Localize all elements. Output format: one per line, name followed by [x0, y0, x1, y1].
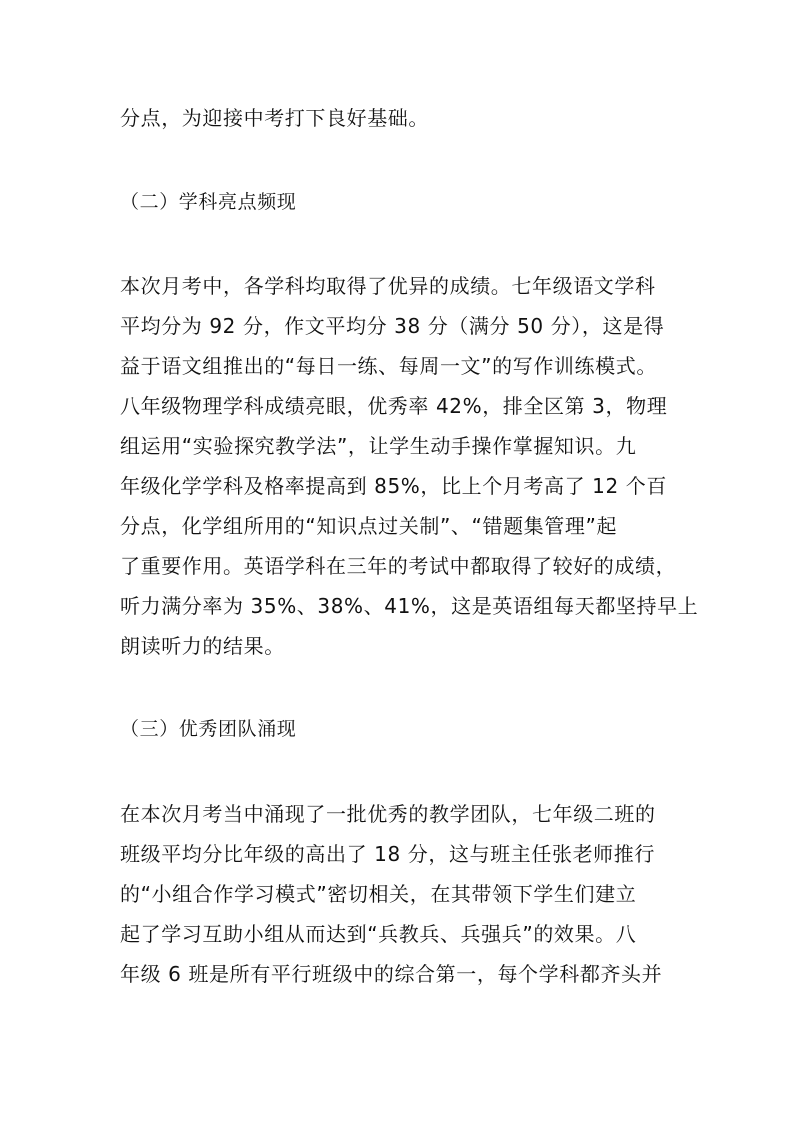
section-heading-3: （三）优秀团队涌现	[120, 718, 297, 740]
paragraph-line: 分点，为迎接中考打下良好基础。	[120, 106, 429, 130]
paragraph-line: 的“小组合作学习模式”密切相关，在其带领下学生们建立	[120, 882, 637, 906]
paragraph-line: 年级 6 班是所有平行班级中的综合第一，每个学科都齐头并	[120, 962, 663, 986]
paragraph-line: 分点，化学组所用的“知识点过关制”、“错题集管理”起	[120, 514, 618, 538]
paragraph-line: 了重要作用。英语学科在三年的考试中都取得了较好的成绩，	[120, 554, 677, 578]
paragraph-line: 平均分为 92 分，作文平均分 38 分（满分 50 分），这是得	[120, 314, 665, 338]
paragraph-line: 组运用“实验探究教学法”，让学生动手操作掌握知识。九	[120, 434, 637, 458]
section-heading-2: （二）学科亮点频现	[120, 191, 297, 213]
paragraph-line: 年级化学学科及格率提高到 85%，比上个月考高了 12 个百	[120, 474, 667, 498]
paragraph-line: 朗读听力的结果。	[120, 634, 285, 658]
paragraph-line: 在本次月考当中涌现了一批优秀的教学团队，七年级二班的	[120, 802, 656, 826]
paragraph-line: 起了学习互助小组从而达到“兵教兵、兵强兵”的效果。八	[120, 922, 637, 946]
paragraph-line: 八年级物理学科成绩亮眼，优秀率 42%，排全区第 3，物理	[120, 394, 668, 418]
paragraph-line: 本次月考中，各学科均取得了优异的成绩。七年级语文学科	[120, 274, 656, 298]
paragraph-line: 益于语文组推出的“每日一练、每周一文”的写作训练模式。	[120, 354, 657, 378]
paragraph-line: 班级平均分比年级的高出了 18 分，这与班主任张老师推行	[120, 842, 655, 866]
paragraph-line: 听力满分率为 35%、38%、41%，这是英语组每天都坚持早上	[120, 594, 699, 618]
